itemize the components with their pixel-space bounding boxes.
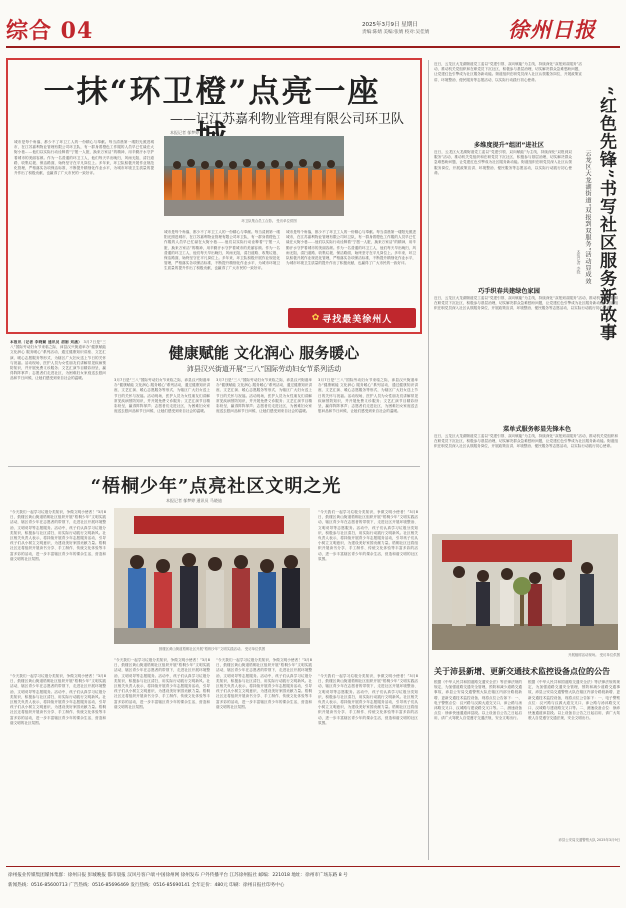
- header-rule: [6, 46, 620, 48]
- article2-body-col2: 3月7日是“三八”国际劳动妇女节来临之际，沛县汉兴街道举办“健康赋能 文化润心 服务暖心”系列活动，通过健康知识讲座、文艺汇演、暖心志愿服务等形式，为辖区广大妇女送上节日的关怀与祝福。活动现场，医护人员为女性朋友们讲解常见疾病预防知识，并开展免费义诊服务；文艺汇演节目精彩纷呈，赢得阵阵掌声；志愿者们走进社区，为困难妇女家庭送去慰问品和节日问候，让她们感受到来自社会的温暖。: [114, 378, 210, 414]
- community-group-illustration: [114, 508, 310, 644]
- page-header: [0, 0, 626, 58]
- article3-body-bottom-col3: “今天我们一起学习垃圾分类知识，争做文明小使者！”3月8日，鼓楼区黄山街道梧桐社区组织开展“梧桐少年”文明实践活动，辖区青少年在志愿者的带领下，走进社区开展环境整治、文明劝导等志愿服务。活动中，孩子们认真学习垃圾分类知识，积极参与社区清扫，用实际行动践行文明新风。社区相关负责人表示，将持续开展青少年志愿服务活动，引导孩子们从小树立文明意识，为建设美好家园贡献力量。梧桐社区还将组织开展读书分享、手工制作、传统文化体验等丰富多彩的活动，进一步丰富辖区青少年的课余生活，营造和谐文明的社区氛围。: [216, 658, 312, 709]
- article3-photo: [114, 508, 310, 644]
- article2-title: 健康赋能 文化润心 服务暖心: [168, 344, 360, 362]
- sidebar-subhead-3: 菜单式服务彰显先锋本色: [502, 426, 572, 433]
- lead-article: [4, 58, 423, 338]
- sidebar-subhead-2: 巧手织春共建绿色家园: [478, 288, 540, 295]
- lead-article-subtitle: ——记江苏嘉利物业管理有限公司环卫队: [169, 112, 404, 127]
- paper-name: 徐州日报: [508, 17, 596, 42]
- notice-signature: 沛县公安局交通警察大队 2025年3月9日: [558, 838, 620, 842]
- notice-title: 关于沛县新增、更新交通技术监控设备点位的公告: [434, 666, 610, 676]
- lead-article-intro: 城市是每个角落，都少不了环卫工人的一份精心与奉献。每当清晨第一缕阳光照进城市，在江苏嘉利物业管理有限公司环卫队，有一群身着橙色工作服的人员早已忙碌在大街小巷……他们以实际行动诠释着“宁愿一人脏，换来万家洁”的精神，用辛勤汗水守护着城市的美丽容颜。作为一名普通的环卫工人，他们每天早出晚归，风雨无阻，清扫道路、收集垃圾、保洁路面，始终坚守在平凡岗位上。多年来，环卫队积极开展作业规范化管理，严格落实各项保洁标准，不断提升精细化作业水平，为城市环境卫生质量的提升作出了积极贡献，也赢得了广大市民的一致好评。: [14, 140, 154, 176]
- article2-body-col4: 3月7日是“三八”国际劳动妇女节来临之际，沛县汉兴街道举办“健康赋能 文化润心 服务暖心”系列活动，通过健康知识讲座、文艺汇演、暖心志愿服务等形式，为辖区广大妇女送上节日的关怀与祝福。活动现场，医护人员为女性朋友们讲解常见疾病预防知识，并开展免费义诊服务；文艺汇演节目精彩纷呈，赢得阵阵掌声；志愿者们走进社区，为困难妇女家庭送去慰问品和节日问候，让她们感受到来自社会的温暖。: [318, 378, 418, 414]
- article2-body-lead: 3月7日是“三八”国际劳动妇女节来临之际，沛县汉兴街道举办“健康赋能 文化润心 服务暖心”系列活动，通过健康知识讲座、文艺汇演、暖心志愿服务等形式，为辖区广大妇女送上节日的关怀与祝福。活动现场，医护人员为女性朋友们讲解常见疾病预防知识，并开展免费义诊服务；文艺汇演节目精彩纷呈，赢得阵阵掌声；志愿者们走进社区，为困难妇女家庭送去慰问品和节日问候，让她们感受到来自社会的温暖。: [10, 340, 106, 381]
- traffic-notice: [432, 662, 622, 862]
- lead-photo-caption: 环卫队集合员工合影。 受访单位供图: [241, 219, 297, 223]
- article2-byline: 本报讯（记者 李晓颖 通讯员 胡娟 刘涵）: [10, 340, 83, 344]
- lead-article-title: 一抹“环卫橙”点亮一座: [43, 74, 381, 110]
- article3-byline: 本报记者 郁梦婷 通讯员 马晓迪: [166, 498, 222, 503]
- page-footer: [0, 864, 626, 908]
- footer-line-2: 新闻热线：0516-85600713 广告热线：0516-85696469 发行热线：0516-85690141 全年定价：480元 印刷：徐州日报社印务中心: [8, 883, 285, 888]
- sidebar-body-2: 近日，云龙区大龙湖街道党工委以“党建引领、双向赋能”为主线，持续深化“双报到双服务”活动，推动机关党组织和在职党员下沉社区，积极参与基层治理，切实解决群众急难愁盼问题，让党建红色引擎成为社区服务新动能。街道组织在职党员深入社区认领服务岗位，开展政策宣讲、环境整治、便民服务等志愿活动，以实际行动践行初心使命。: [434, 296, 618, 311]
- article3-body-bottom-col4: “今天我们一起学习垃圾分类知识，争做文明小使者！”3月8日，鼓楼区黄山街道梧桐社区组织开展“梧桐少年”文明实践活动，辖区青少年在志愿者的带领下，走进社区开展环境整治、文明劝导等志愿服务。活动中，孩子们认真学习垃圾分类知识，积极参与社区清扫，用实际行动践行文明新风。社区相关负责人表示，将持续开展青少年志愿服务活动，引导孩子们从小树立文明意识，为建设美好家园贡献力量。梧桐社区还将组织开展读书分享、手工制作、传统文化体验等丰富多彩的活动，进一步丰富辖区青少年的课余生活，营造和谐文明的社区氛围。: [318, 674, 418, 725]
- article3-body-col1: “今天我们一起学习垃圾分类知识，争做文明小使者！”3月8日，鼓楼区黄山街道梧桐社区组织开展“梧桐少年”文明实践活动，辖区青少年在志愿者的带领下，走进社区开展环境整治、文明劝导等志愿服务。活动中，孩子们认真学习垃圾分类知识，积极参与社区清扫，用实际行动践行文明新风。社区相关负责人表示，将持续开展青少年志愿服务活动，引导孩子们从小树立文明意识，为建设美好家园贡献力量。梧桐社区还将组织开展读书分享、手工制作、传统文化体验等丰富多彩的活动，进一步丰富辖区青少年的课余生活，营造和谐文明的社区氛围。: [10, 510, 106, 561]
- sidebar-byline: 本报记者 李晓: [577, 250, 582, 275]
- section-title: 综合 04: [6, 18, 94, 44]
- sidebar-body-top: 近日，云龙区大龙湖街道党工委以“党建引领、双向赋能”为主线，持续深化“双报到双服务”活动，推动机关党组织和在职党员下沉社区，积极参与基层治理，切实解决群众急难愁盼问题，让党建红色引擎成为社区服务新动能。街道组织在职党员深入社区认领服务岗位，开展政策宣讲、环境整治、便民服务等志愿活动，以实际行动践行初心使命。: [434, 62, 582, 82]
- sidebar-subhead-1: 多维度提升“组团”进社区: [473, 142, 544, 149]
- badge-label: 寻找最美徐州人: [322, 314, 393, 325]
- column-divider: [428, 60, 429, 860]
- sidebar-article: [432, 60, 622, 530]
- find-the-most-beautiful-badge: [288, 308, 416, 328]
- editors-line: 责编:陈婧 美编:张婧 校对:吴佳婧: [362, 30, 430, 35]
- article-women-day: [6, 338, 426, 466]
- orange-workers-illustration: [164, 136, 344, 216]
- sidebar-body-3: 近日，云龙区大龙湖街道党工委以“党建引领、双向赋能”为主线，持续深化“双报到双服务”活动，推动机关党组织和在职党员下沉社区，积极参与基层治理，切实解决群众急难愁盼问题，让党建红色引擎成为社区服务新动能。街道组织在职党员深入社区认领服务岗位，开展政策宣讲、环境整治、便民服务等志愿活动，以实际行动践行初心使命。: [434, 434, 618, 449]
- sidebar-subtitle: 云龙区大龙湖街道“双报到双服务”活动显成效: [584, 150, 591, 285]
- article2-lead-col: [10, 340, 106, 464]
- footer-line-1: 徐州报业传媒集团媒体集群：徐州日报 彭城晚报 都市晨报 汉风号客户端 中国徐州网 徐州发布 户外传播平台 江苏徐州报社 邮编：221018 地址：徐州市广场东路 8 号: [8, 873, 348, 878]
- article3-body-col4: “今天我们一起学习垃圾分类知识，争做文明小使者！”3月8日，鼓楼区黄山街道梧桐社区组织开展“梧桐少年”文明实践活动，辖区青少年在志愿者的带领下，走进社区开展环境整治、文明劝导等志愿服务。活动中，孩子们认真学习垃圾分类知识，积极参与社区清扫，用实际行动践行文明新风。社区相关负责人表示，将持续开展青少年志愿服务活动，引导孩子们从小树立文明意识，为建设美好家园贡献力量。梧桐社区还将组织开展读书分享、手工制作、传统文化体验等丰富多彩的活动，进一步丰富辖区青少年的课余生活，营造和谐文明的社区氛围。: [318, 510, 418, 561]
- notice-body-col1: 根据《中华人民共和国道路交通安全法》等法律法规的规定，为加强道路交通安全管理，预防和减少道路交通事故，沛县公安局交通警察大队在辖区内部分路段新增、更新交通技术监控设备，现将点位公告如下：一、电子警察点位：汉兴路与汉源大道交叉口、沛公路与汤沐路交叉口、汉城路与建设路交叉口等。二、测速设备点位：徐沛快速通道沛县段。以上设备自公告之日起启用，请广大驾驶人自觉遵守交通法规，安全文明出行。: [434, 680, 522, 721]
- sidebar-photo: [432, 534, 618, 650]
- divider-mid: [8, 466, 420, 467]
- lead-byline: 本报记者 郁梦婷: [170, 130, 200, 135]
- sidebar-title: “红色先锋”书写社区服务新故事: [596, 86, 616, 342]
- article2-body-col3: 3月7日是“三八”国际劳动妇女节来临之际，沛县汉兴街道举办“健康赋能 文化润心 服务暖心”系列活动，通过健康知识讲座、文艺汇演、暖心志愿服务等形式，为辖区广大妇女送上节日的关怀与祝福。活动现场，医护人员为女性朋友们讲解常见疾病预防知识，并开展免费义诊服务；文艺汇演节目精彩纷呈，赢得阵阵掌声；志愿者们走进社区，为困难妇女家庭送去慰问品和节日问候，让她们感受到来自社会的温暖。: [216, 378, 312, 414]
- article3-title: “梧桐少年”点亮社区文明之光: [90, 476, 342, 497]
- article2-subtitle: 沛县汉兴街道开展“三八”国际劳动妇女节系列活动: [186, 365, 342, 373]
- notice-body-col2: 根据《中华人民共和国道路交通安全法》等法律法规的规定，为加强道路交通安全管理，预防和减少道路交通事故，沛县公安局交通警察大队在辖区内部分路段新增、更新交通技术监控设备，现将点位公告如下：一、电子警察点位：汉兴路与汉源大道交叉口、沛公路与汤沐路交叉口、汉城路与建设路交叉口等。二、测速设备点位：徐沛快速通道沛县段。以上设备自公告之日起启用，请广大驾驶人自觉遵守交通法规，安全文明出行。: [528, 680, 620, 721]
- article3-body-bottom-col1: “今天我们一起学习垃圾分类知识，争做文明小使者！”3月8日，鼓楼区黄山街道梧桐社区组织开展“梧桐少年”文明实践活动，辖区青少年在志愿者的带领下，走进社区开展环境整治、文明劝导等志愿服务。活动中，孩子们认真学习垃圾分类知识，积极参与社区清扫，用实际行动践行文明新风。社区相关负责人表示，将持续开展青少年志愿服务活动，引导孩子们从小树立文明意识，为建设美好家园贡献力量。梧桐社区还将组织开展读书分享、手工制作、传统文化体验等丰富多彩的活动，进一步丰富辖区青少年的课余生活，营造和谐文明的社区氛围。: [10, 674, 106, 725]
- badge-star-icon: ✿: [311, 313, 320, 323]
- article-wutong-youth: [6, 468, 426, 860]
- article3-body-bottom-col2: “今天我们一起学习垃圾分类知识，争做文明小使者！”3月8日，鼓楼区黄山街道梧桐社区组织开展“梧桐少年”文明实践活动，辖区青少年在志愿者的带领下，走进社区开展环境整治、文明劝导等志愿服务。活动中，孩子们认真学习垃圾分类知识，积极参与社区清扫，用实际行动践行文明新风。社区相关负责人表示，将持续开展青少年志愿服务活动，引导孩子们从小树立文明意识，为建设美好家园贡献力量。梧桐社区还将组织开展读书分享、手工制作、传统文化体验等丰富多彩的活动，进一步丰富辖区青少年的课余生活，营造和谐文明的社区氛围。: [114, 658, 210, 709]
- lead-photo: [164, 136, 344, 216]
- lead-article-body-3: 城市是每个角落，都少不了环卫工人的一份精心与奉献。每当清晨第一缕阳光照进城市，在江苏嘉利物业管理有限公司环卫队，有一群身着橙色工作服的人员早已忙碌在大街小巷……他们以实际行动诠释着“宁愿一人脏，换来万家洁”的精神，用辛勤汗水守护着城市的美丽容颜。作为一名普通的环卫工人，他们每天早出晚归，风雨无阻，清扫道路、收集垃圾、保洁路面，始终坚守在平凡岗位上。多年来，环卫队积极开展作业规范化管理，严格落实各项保洁标准，不断提升精细化作业水平，为城市环境卫生质量的提升作出了积极贡献，也赢得了广大市民的一致好评。: [286, 230, 416, 266]
- lead-article-body-2: 城市是每个角落，都少不了环卫工人的一份精心与奉献。每当清晨第一缕阳光照进城市，在江苏嘉利物业管理有限公司环卫队，有一群身着橙色工作服的人员早已忙碌在大街小巷……他们以实际行动诠释着“宁愿一人脏，换来万家洁”的精神，用辛勤汗水守护着城市的美丽容颜。作为一名普通的环卫工人，他们每天早出晚归，风雨无阻，清扫道路、收集垃圾、保洁路面，始终坚守在平凡岗位上。多年来，环卫队积极开展作业规范化管理，严格落实各项保洁标准，不断提升精细化作业水平，为城市环境卫生质量的提升作出了积极贡献，也赢得了广大市民的一致好评。: [164, 230, 280, 271]
- tree-planting-illustration: [432, 534, 618, 650]
- date-line: 2025年3月9日 星期日: [362, 22, 418, 28]
- footer-rule: [6, 866, 620, 867]
- sidebar-photo-caption: 开展植树活动现场。 受访单位供图: [568, 653, 620, 657]
- sidebar-body-1: 近日，云龙区大龙湖街道党工委以“党建引领、双向赋能”为主线，持续深化“双报到双服务”活动，推动机关党组织和在职党员下沉社区，积极参与基层治理，切实解决群众急难愁盼问题，让党建红色引擎成为社区服务新动能。街道组织在职党员深入社区认领服务岗位，开展政策宣讲、环境整治、便民服务等志愿活动，以实际行动践行初心使命。: [434, 150, 572, 175]
- article3-photo-caption: 鼓楼区黄山街道梧桐社区开展“梧桐少年”文明实践活动。 受访单位供图: [158, 647, 266, 651]
